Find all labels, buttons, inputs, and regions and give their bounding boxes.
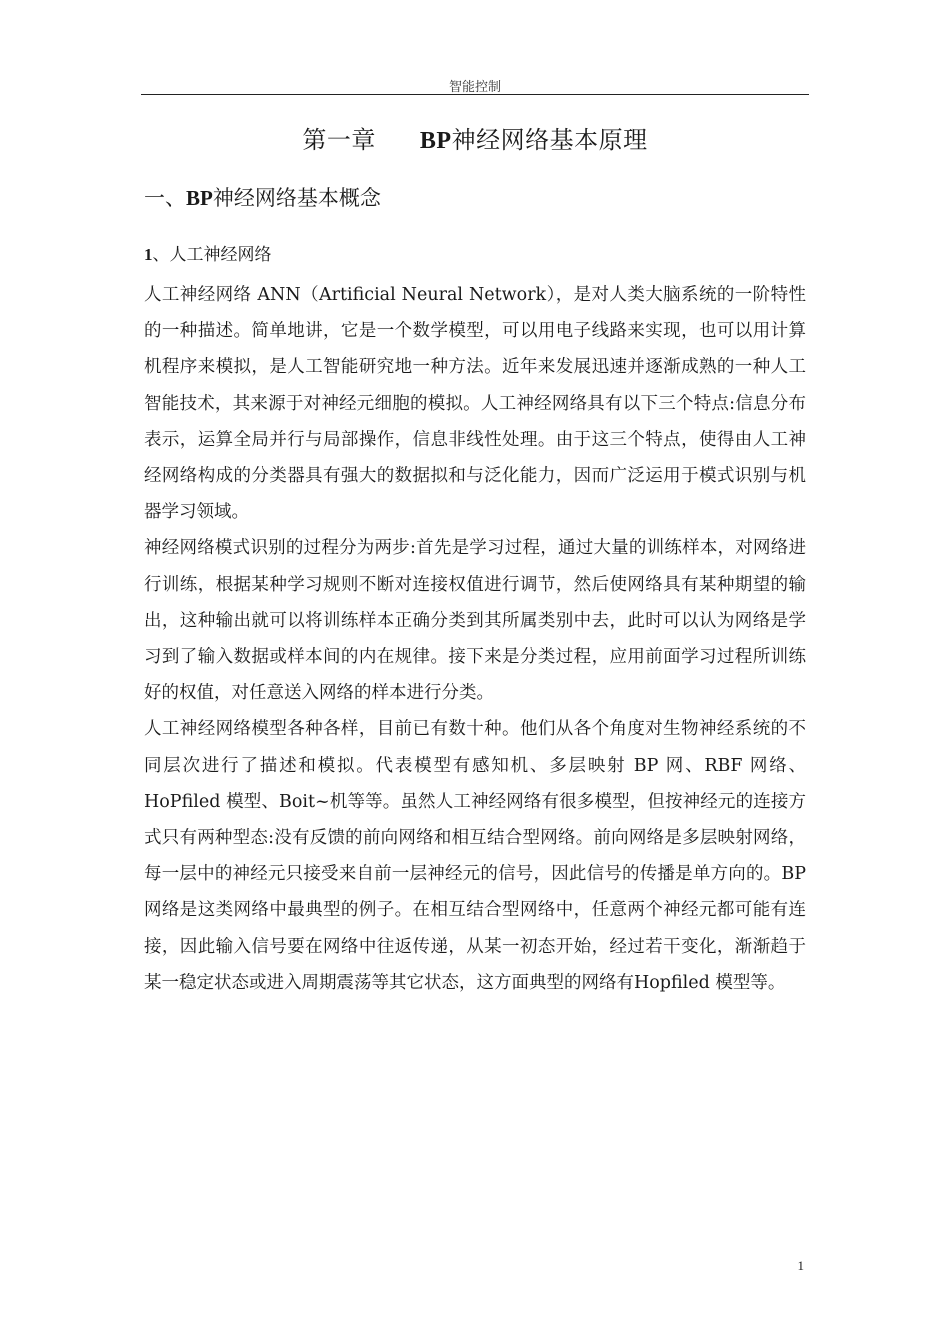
paragraph: 神经网络模式识别的过程分为两步:首先是学习过程，通过大量的训练样本，对网络进行训练，根据某种学习规则不断对连接权值进行调节，然后使网络具有某种期望的输出，这种输出就可以将训练样本正确分类到其所属类别中去，此时可以认为网络是学习到了输入数据或样本间的内在规律。接下来是分类过程，应用前面学习过程所训练好的权值，对任意送入网络的样本进行分类。 — [144, 538, 806, 704]
running-header: 智能控制 — [448, 80, 501, 95]
chapter-number: 第一章 — [302, 126, 376, 154]
section-heading — [144, 182, 381, 212]
chapter-title-latin: BP — [419, 128, 452, 154]
body-text — [144, 277, 806, 1001]
section-title-latin: BP — [186, 186, 213, 210]
subsection-number: 1 — [144, 245, 153, 264]
paragraph: 人工神经网络 ANN（Artificial Neural Network），是对人类大脑系统的一阶特性的一种描述。简单地讲，它是一个数学模型，可以用电子线路来实现，也可以用计算机程序来模拟，是人工智能研究地一种方法。近年来发展迅速并逐渐成熟的一种人工智能技术，其来源于对神经元细胞的模拟。人工神经网络具有以下三个特点:信息分布表示，运算全局并行与局部操作，信息非线性处理。由于这三个特点，使得由人工神经网络构成的分类器具有强大的数据拟和与泛化能力，因而广泛运用于模式识别与机器学习领域。 — [144, 285, 806, 523]
subsection-title: 、人工神经网络 — [152, 245, 272, 265]
section-title-text: 神经网络基本概念 — [212, 186, 381, 210]
header-divider — [141, 94, 809, 95]
chapter-title-text: 神经网络基本原理 — [451, 126, 648, 154]
chapter-title — [0, 120, 950, 155]
page-number: 1 — [797, 1258, 804, 1273]
section-prefix: 一、 — [144, 186, 186, 210]
subsection-heading — [144, 240, 272, 265]
paragraph: 人工神经网络模型各种各样，目前已有数十种。他们从各个角度对生物神经系统的不同层次进行了描述和模拟。代表模型有感知机、多层映射 BP 网、RBF 网络、HoPfiled 模型、Boit~机等等。虽然人工神经网络有很多模型，但按神经元的连接方式只有两种型态:没有反馈的前向网络和相互结合型网络。前向网络是多层映射网络，每一层中的神经元只接受来自前一层神经元的信号，因此信号的传播是单方向的。BP 网络是这类网络中最典型的例子。在相互结合型网络中，任意两个神经元都可能有连接，因此输入信号要在网络中往返传递，从某一初态开始，经过若干变化，渐渐趋于某一稳定状态或进入周期震荡等其它状态，这方面典型的网络有Hopfiled 模型等。 — [144, 719, 806, 993]
